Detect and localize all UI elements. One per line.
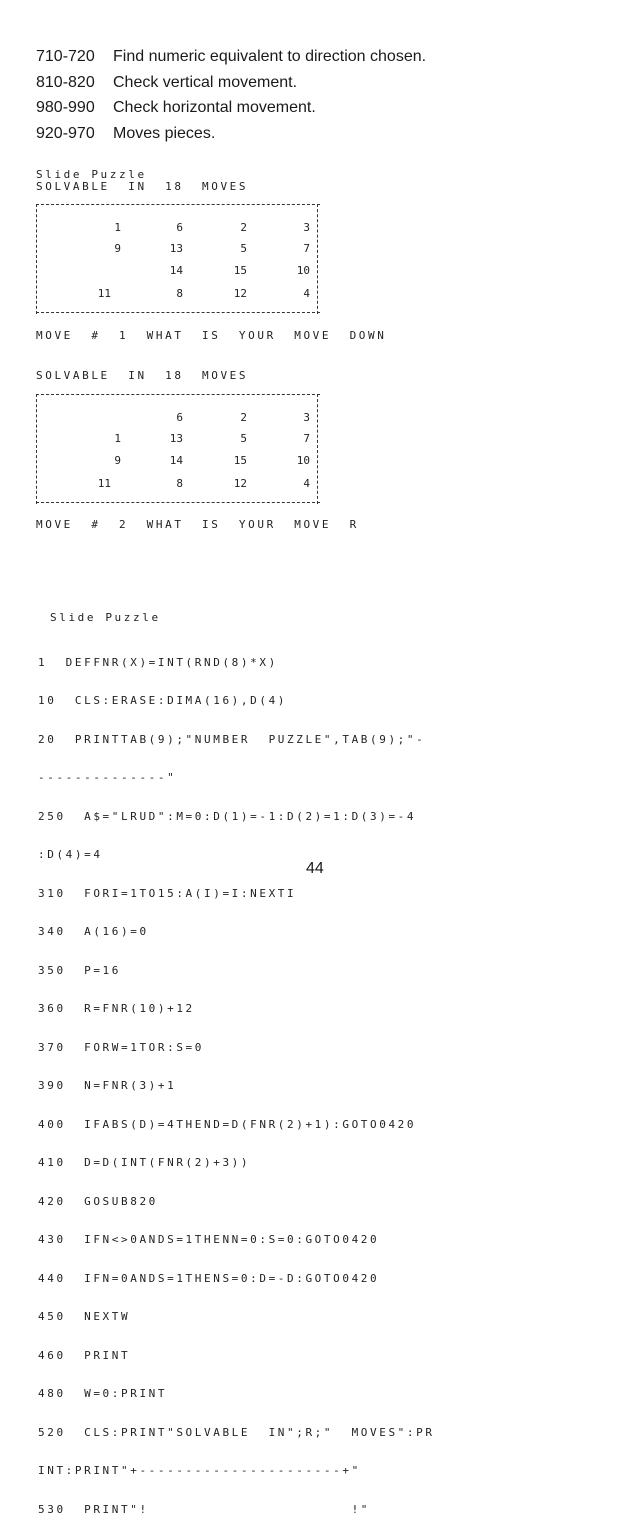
code-line: 430 IFN<>0ANDS=1THENN=0:S=0:GOTO0420 xyxy=(38,1233,380,1246)
note-range: 980-990 xyxy=(36,99,95,117)
tile: 7 xyxy=(303,242,310,255)
code-line: 420 GOSUB820 xyxy=(38,1194,158,1208)
run2-board xyxy=(36,394,320,504)
tile: 8 xyxy=(176,287,183,300)
code-line: 250 A$="LRUD":M=0:D(1)=-1:D(2)=1:D(3)=-4 xyxy=(38,809,417,823)
board-left-border xyxy=(36,394,37,504)
code-line: 520 CLS:PRINT"SOLVABLE IN";R;" MOVES":PR xyxy=(38,1425,435,1439)
code-line: 480 W=0:PRINT xyxy=(38,1387,168,1400)
code-line: 20 PRINTTAB(9);"NUMBER PUZZLE",TAB(9);"- xyxy=(38,732,426,746)
tile: 2 xyxy=(240,221,247,234)
tile: 13 xyxy=(169,242,183,255)
note-text: Moves pieces. xyxy=(113,124,216,142)
tile: 4 xyxy=(303,477,310,490)
tile: 1 xyxy=(114,221,121,234)
run1-title: Slide Puzzle xyxy=(36,168,147,181)
line-notes xyxy=(36,44,426,146)
run1-prompt: MOVE # 1 WHAT IS YOUR MOVE DOWN xyxy=(36,329,387,342)
note-row xyxy=(36,44,426,70)
board-top-border xyxy=(36,394,320,395)
run1-board xyxy=(36,204,320,314)
code-line: 370 FORW=1TOR:S=0 xyxy=(38,1040,205,1054)
tile: 1 xyxy=(114,432,121,445)
tile: 9 xyxy=(114,242,121,255)
code-line: 350 P=16 xyxy=(38,963,122,977)
run2-solvable: SOLVABLE IN 18 MOVES xyxy=(36,369,249,382)
tile: 8 xyxy=(176,477,183,490)
tile: 10 xyxy=(296,264,310,277)
tile: 11 xyxy=(97,477,111,490)
tile: 3 xyxy=(303,221,310,234)
code-line: 310 FORI=1TO15:A(I)=I:NEXTI xyxy=(38,886,297,900)
listing-title: Slide Puzzle xyxy=(50,611,161,624)
note-row xyxy=(36,95,426,121)
code-line: 450 NEXTW xyxy=(38,1310,131,1323)
tile: 15 xyxy=(233,454,247,467)
board-right-border xyxy=(317,204,318,314)
note-range: 810-820 xyxy=(36,73,95,91)
tile: 14 xyxy=(169,264,183,277)
code-line: 340 A(16)=0 xyxy=(38,925,149,938)
note-range: 920-970 xyxy=(36,124,95,142)
code-line: :D(4)=4 xyxy=(38,848,103,861)
tile: 14 xyxy=(169,454,183,467)
note-row xyxy=(36,70,426,96)
code-line: --------------" xyxy=(38,771,177,784)
code-line: INT:PRINT"+----------------------+" xyxy=(38,1464,361,1477)
tile: 11 xyxy=(97,287,111,300)
note-range: 710-720 xyxy=(36,48,95,65)
page-number: 44 xyxy=(306,860,324,877)
tile: 3 xyxy=(303,411,310,424)
code-line: 460 PRINT xyxy=(38,1348,131,1362)
board-top-border xyxy=(36,204,320,205)
tile: 12 xyxy=(233,287,247,300)
board-bottom-border xyxy=(36,312,320,313)
note-text: Find numeric equivalent to direction chosen. xyxy=(113,48,427,65)
tile: 9 xyxy=(114,454,121,467)
tile: 6 xyxy=(176,221,183,234)
code-line: 10 CLS:ERASE:DIMA(16),D(4) xyxy=(38,694,288,707)
tile: 6 xyxy=(176,411,183,424)
note-text: Check horizontal movement. xyxy=(113,99,316,117)
tile: 13 xyxy=(169,432,183,445)
note-row xyxy=(36,121,426,147)
tile: 5 xyxy=(240,432,247,445)
note-text: Check vertical movement. xyxy=(113,73,298,91)
tile: 15 xyxy=(233,264,247,277)
run2-prompt: MOVE # 2 WHAT IS YOUR MOVE R xyxy=(36,518,359,531)
code-line: 1 DEFFNR(X)=INT(RND(8)*X) xyxy=(38,655,278,669)
board-bottom-border xyxy=(36,502,320,503)
tile: 12 xyxy=(233,477,247,490)
run1-solvable: SOLVABLE IN 18 MOVES xyxy=(36,180,249,193)
board-left-border xyxy=(36,204,37,314)
code-line: 400 IFABS(D)=4THEND=D(FNR(2)+1):GOTO0420 xyxy=(38,1117,417,1131)
code-line: 410 D=D(INT(FNR(2)+3)) xyxy=(38,1156,251,1169)
code-line: 390 N=FNR(3)+1 xyxy=(38,1079,177,1092)
tile: 10 xyxy=(296,454,310,467)
code-line: 440 IFN=0ANDS=1THENS=0:D=-D:GOTO0420 xyxy=(38,1271,380,1285)
code-line: 360 R=FNR(10)+12 xyxy=(38,1002,195,1015)
program-listing xyxy=(38,586,435,1529)
code-line: 530 PRINT"! !" xyxy=(38,1502,371,1516)
tile: 7 xyxy=(303,432,310,445)
board-right-border xyxy=(317,394,318,504)
tile: 2 xyxy=(240,411,247,424)
tile: 5 xyxy=(240,242,247,255)
tile: 4 xyxy=(303,287,310,300)
